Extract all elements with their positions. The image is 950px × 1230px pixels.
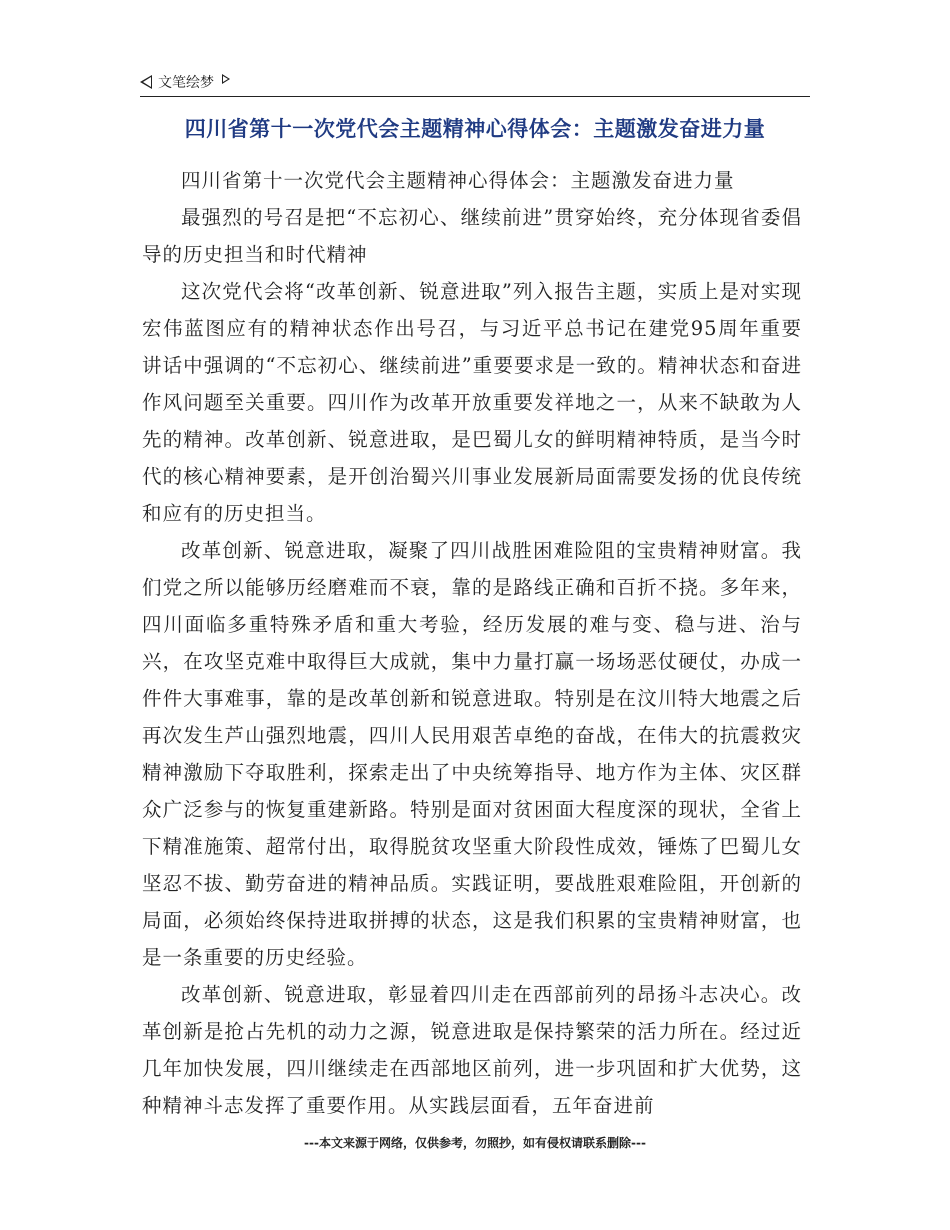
document-body [142,162,802,1124]
triangle-left-icon [140,75,152,89]
paragraph: 最强烈的号召是把“不忘初心、继续前进”贯穿始终，充分体现省委倡导的历史担当和时代精神 [142,206,802,266]
document-title: 四川省第十一次党代会主题精神心得体会：主题激发奋进力量 [184,117,766,141]
brand-mark [140,72,230,92]
paragraph: 改革创新、锐意进取，凝聚了四川战胜困难险阻的宝贵精神财富。我们党之所以能够历经磨难而不衰，靠的是路线正确和百折不挠。多年来，四川面临多重特殊矛盾和重大考验，经历发展的难与变、稳与进、治与兴，在攻坚克难中取得巨大成就，集中力量打赢一场场恶仗硬仗，办成一件件大事难事，靠的是改革创新和锐意进取。特别是在汶川特大地震之后再次发生芦山强烈地震，四川人民用艰苦卓绝的奋战，在伟大的抗震救灾精神激励下夺取胜利，探索走出了中央统筹指导、地方作为主体、灾区群众广泛参与的恢复重建新路。特别是面对贫困面大程度深的现状，全省上下精准施策、超常付出，取得脱贫攻坚重大阶段性成效，锤炼了巴蜀儿女坚忍不拔、勤劳奋进的精神品质。实践证明，要战胜艰难险阻，开创新的局面，必须始终保持进取拼搏的状态，这是我们积累的宝贵精神财富，也是一条重要的历史经验。 [142,539,802,969]
header-divider [140,96,810,97]
paragraph: 四川省第十一次党代会主题精神心得体会：主题激发奋进力量 [181,169,735,192]
page-header [140,70,810,96]
paragraph: 这次党代会将“改革创新、锐意进取”列入报告主题，实质上是对实现宏伟蓝图应有的精神状态作出号召，与习近平总书记在建党95周年重要讲话中强调的“不忘初心、继续前进”重要要求是一致的。精神状态和奋进作风问题至关重要。四川作为改革开放重要发祥地之一，从来不缺敢为人先的精神。改革创新、锐意进取，是巴蜀儿女的鲜明精神特质，是当今时代的核心精神要素，是开创治蜀兴川事业发展新局面需要发扬的优良传统和应有的历史担当。 [142,280,802,525]
paragraph: 改革创新、锐意进取，彰显着四川走在西部前列的昂扬斗志决心。改革创新是抢占先机的动力之源，锐意进取是保持繁荣的活力所在。经过近几年加快发展，四川继续走在西部地区前列，进一步巩固和扩大优势，这种精神斗志发挥了重要作用。从实践层面看，五年奋进前 [142,983,802,1117]
footer-notice: ---本文来源于网络，仅供参考，勿照抄，如有侵权请联系删除--- [304,1136,646,1150]
brand-name: 文笔绘梦 [158,75,214,91]
triangle-right-icon [222,74,230,84]
